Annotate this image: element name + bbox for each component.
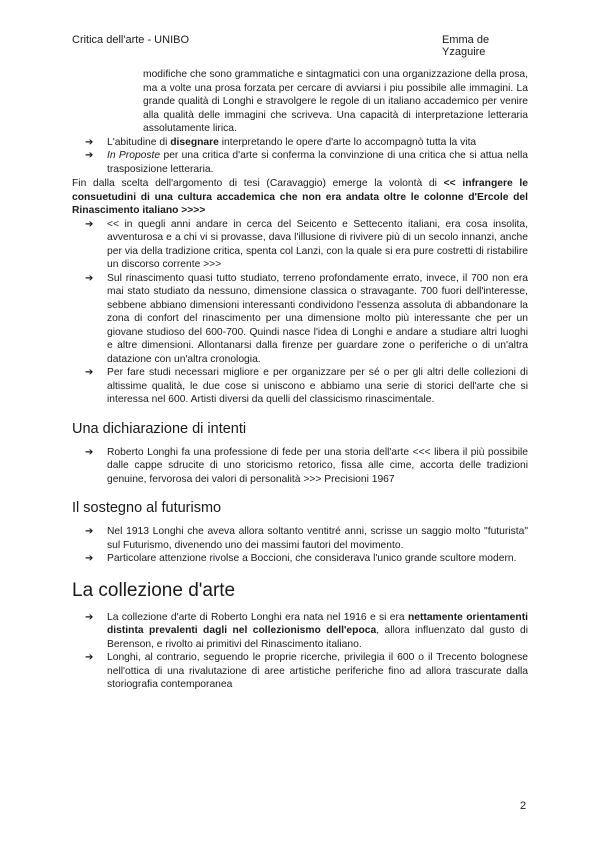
arrow-icon: ➔ <box>85 367 94 378</box>
intro-bullets-b <box>72 218 528 407</box>
arrow-icon: ➔ <box>85 218 94 230</box>
page-content <box>72 68 528 692</box>
thesis-paragraph: Fin dalla scelta dell'argomento di tesi (Caravaggio) emerge la volontà di << infrangere le consuetudini di una cultura accademica che non era andata oltre le colonne d'Ercole del Rinascimento italiano >>>> <box>72 178 528 216</box>
list-item: ➔ Sul rinascimento quasi tutto studiato, terreno profondamente errato, invece, il 700 non era mai stato studiato da nessuno, dimensione classica o stravagante. 700 fuori dell'interesse, sebbene abbiano dimensioni interessanti condividono l'essenza assoluta di abbandonare la zona di confort del rinascimento per una dimensione molto più interessante che per un giovane studioso del 600-700. Quindi nasce l'idea di Longhi e andare a studiare altri luoghi e altre dimensioni. Allontanarsi dalla firenze per guardare zone o periferiche o di un'altra datazione con un'altra cronologia. <box>85 272 528 365</box>
section1-bullets <box>72 446 528 487</box>
arrow-icon: ➔ <box>85 553 94 564</box>
list-item: ➔ Roberto Longhi fa una professione di fede per una storia dell'arte <<< libera il più possibile dalle cappe sdrucite di uno storicismo retorico, fissa alle cime, accorta delle tradizioni genuine, fervorosa dei valori di personalità >>> Precisioni 1967 <box>85 446 528 485</box>
italic-title: In Proposte <box>107 150 161 161</box>
list-item: ➔ Per fare studi necessari migliore e per organizzare per sé o per gli altri delle collezioni di altissime qualità, le due cose si uniscono e abbiamo una serie di storici dell'arte che si interessa nel 600. Artisti diversi da quelli del classicismo rinascimentale. <box>85 367 528 405</box>
intro-bullets-a <box>72 136 528 177</box>
list-item: ➔ << in quegli anni andare in cerca del Seicento e Settecento italiani, era cosa insolita, avventurosa e a chi vi si provasse, dava l'illusione di rivivere più di un secolo innanzi, anche per via della tradizione critica, spenta col Lanzi, con la quale si era pure costretti di ristabilire un discorso corrente >>> <box>85 218 528 270</box>
arrow-icon: ➔ <box>85 150 94 161</box>
section-heading-futurismo: Il sostegno al futurismo <box>72 500 222 516</box>
header-course: Critica dell'arte - UNIBO <box>72 34 190 46</box>
list-item: ➔ La collezione d'arte di Roberto Longhi era nata nel 1916 e si era nettamente orientamenti distinta prevalenti dagli nel collezionismo dell'epoca, allora influenzato dal gusto di Berenson, e rivolto ai primitivi del Rinascimento italiano. <box>85 611 528 650</box>
bold-text: disegnare <box>170 136 219 148</box>
section3-bullets <box>72 611 528 692</box>
list-item: ➔ L'abitudine di disegnare interpretando le opere d'arte lo accompagnò tutta la vita <box>85 136 477 148</box>
arrow-icon: ➔ <box>85 652 94 663</box>
arrow-icon: ➔ <box>85 136 94 148</box>
bold-text: nettamente orientamenti distinta prevalenti dagli nel collezionismo dell'epoca <box>107 611 528 636</box>
arrow-icon: ➔ <box>85 272 94 284</box>
bold-quote: << infrangere le consuetudini di una cultura accademica che non era andata oltre le colonne d'Ercole del Rinascimento italiano >>>> <box>72 178 528 216</box>
page-header <box>72 34 528 58</box>
arrow-icon: ➔ <box>85 611 94 623</box>
page-number: 2 <box>520 800 527 812</box>
list-item: ➔ Particolare attenzione rivolse a Boccioni, che considerava l'unico grande scultore modern. <box>85 553 517 564</box>
list-item: ➔ In Proposte per una critica d'arte si conferma la convinzione di una critica che si attua nella trasposizione letteraria. <box>85 150 528 175</box>
continuation-paragraph: modifiche che sono grammatiche e sintagmatici con una organizzazione della prosa, ma a volte una prosa forzata per cercare di avviarsi i piu possibile alle immagini. La grande qualità di Longhi e stravolgere le regole di un italiano accademico per venire alla qualità delle immagini che scriveva. Una capacità di interpretazione letteraria assolutamente lirica. <box>143 69 528 134</box>
section-heading-intenti: Una dichiarazione di intenti <box>72 420 247 437</box>
list-item: ➔ Longhi, al contrario, seguendo le proprie ricerche, privilegia il 600 o il Trecento bolognese nell'ottica di una rivalutazione di aree artistiche periferiche fino ad allora trascurate dalla storiografia contemporanea <box>85 652 528 690</box>
header-author: Emma de Yzaguire <box>442 34 490 58</box>
arrow-icon: ➔ <box>85 526 94 537</box>
section-heading-collezione: La collezione d'arte <box>72 579 236 601</box>
list-item: ➔ Nel 1913 Longhi che aveva allora soltanto ventitré anni, scrisse un saggio molto "futurista" sul Futurismo, divenendo uno dei massimi fautori del movimento. <box>85 526 528 551</box>
section2-bullets <box>72 525 528 566</box>
arrow-icon: ➔ <box>85 446 94 458</box>
